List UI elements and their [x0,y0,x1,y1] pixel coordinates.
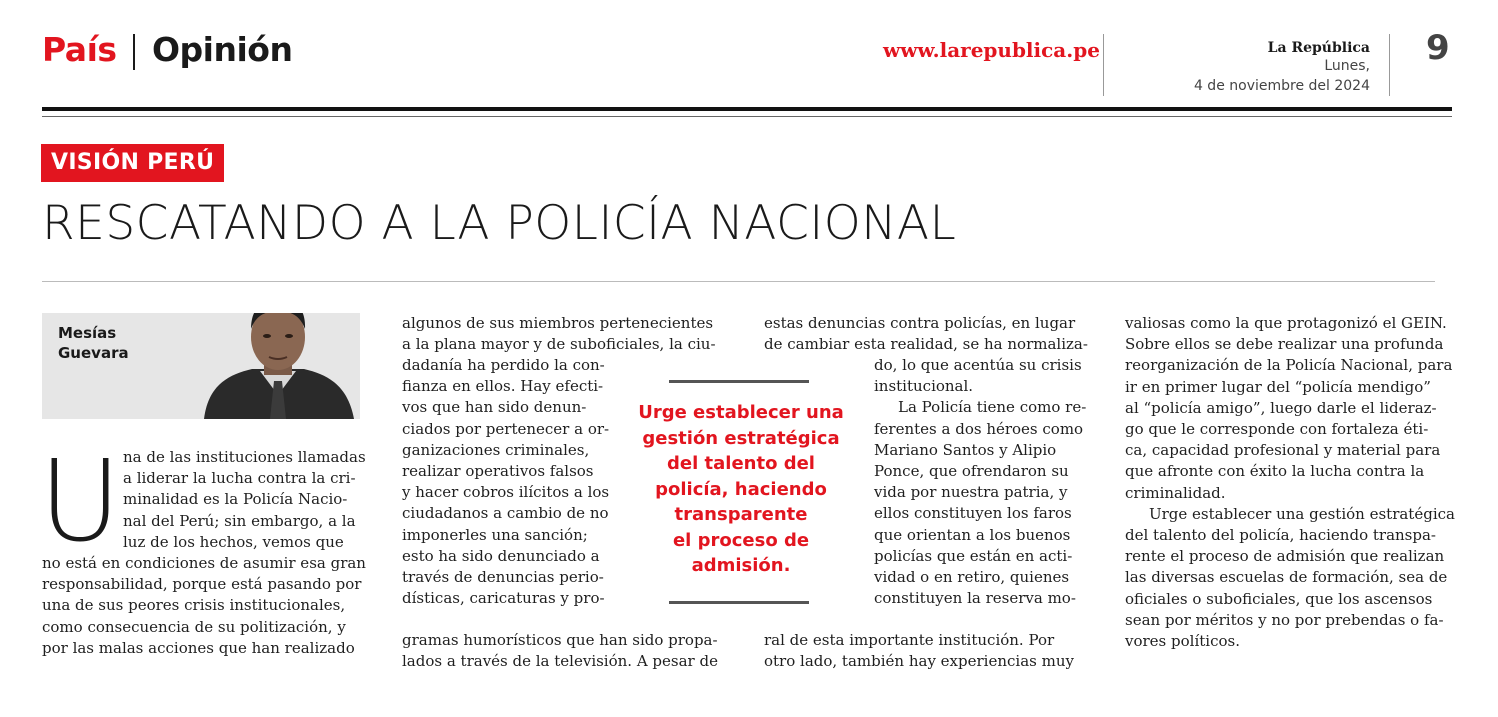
text-line: ciados por pertenecer a or- [402,419,610,438]
text-line: institucional. [874,377,974,396]
text-line: estas denuncias contra policías, en lugar [764,314,1076,332]
text-line: criminalidad. [1125,483,1226,502]
text-line: vidad o en retiro, quienes [874,568,1070,587]
text-line: gramas humorísticos que han sido propa- [402,631,718,649]
section-name: País [42,30,117,69]
text-line: dísticas, caricaturas y pro- [402,589,605,608]
text-line: ir en primer lugar del “policía mendigo” [1125,377,1431,396]
author-box [42,313,360,419]
drop-cap: U [39,437,121,567]
pull-quote-line: el proceso de [672,529,810,551]
header-divider [1103,34,1104,96]
pull-quote-line: policía, haciendo [655,478,827,500]
article-column-1-top [123,447,366,553]
header-divider [1389,34,1390,96]
text-line: ral de esta importante institución. Por [764,631,1055,649]
text-line: Mariano Santos y Alipio [874,440,1057,459]
text-line: por las malas acciones que han realizado [42,638,355,657]
text-line: constituyen la reserva mo- [874,589,1076,608]
text-line: fianza en ellos. Hay efecti- [402,377,604,396]
article-column-1-bottom [42,553,366,659]
text-line: ca, capacidad profesional y material para [1125,441,1441,460]
text-line: esto ha sido denunciado a [402,546,600,565]
text-line: valiosas como la que protagonizó el GEIN. [1125,314,1447,332]
page-number: 9 [1426,28,1450,68]
text-line: na de las instituciones llamadas [123,448,366,466]
text-line: lados a través de la televisión. A pesar de [402,652,718,671]
text-line: y hacer cobros ilícitos a los [402,483,610,502]
text-line: del talento del policía, haciendo transpa- [1125,526,1436,545]
author-last-name: Guevara [58,344,129,362]
text-line: través de denuncias perio- [402,568,604,587]
text-line: Sobre ellos se debe realizar una profunda [1125,335,1444,354]
publication-day: Lunes, [1324,58,1370,74]
text-line: do, lo que acentúa su crisis [874,356,1082,374]
text-line: Ponce, que ofrendaron su [874,462,1069,481]
text-line: realizar operativos falsos [402,462,594,481]
header-rule [42,107,1452,111]
text-line: sean por méritos y no por prebendas o fa- [1125,610,1444,629]
text-line: que afronte con éxito la lucha contra la [1125,462,1425,481]
text-line: policías que están en acti- [874,546,1073,565]
text-line: reorganización de la Policía Nacional, para [1125,356,1453,375]
article-column-3-bottom [764,630,1089,672]
text-line: ganizaciones criminales, [402,440,590,459]
pull-quote-line: admisión. [691,555,791,576]
text-line: a liderar la lucha contra la cri- [123,469,356,488]
text-line: ellos constituyen los faros [874,504,1072,523]
text-line: dadanía ha perdido la con- [402,356,605,374]
text-line: que orientan a los buenos [874,525,1071,544]
subsection-name: Opinión [152,30,293,69]
article-headline: RESCATANDO A LA POLICÍA NACIONAL [42,196,957,251]
publication-date: 4 de noviembre del 2024 [1193,78,1370,94]
article-column-2-top [402,313,727,355]
article-column-4 [1125,313,1455,652]
text-line: nal del Perú; sin embargo, a la [123,511,356,530]
pull-quote-line: Urge establecer una [638,402,844,423]
pull-quote-line: del talento del [667,453,815,474]
text-line: vida por nuestra patria, y [874,483,1068,502]
text-line: las diversas escuelas de formación, sea de [1125,568,1448,587]
article-column-3-mid [874,355,1086,609]
text-line: como consecuencia de su politización, y [42,617,346,636]
text-line: algunos de sus miembros pertenecientes [402,314,714,332]
text-line: al “policía amigo”, luego darle el lideraz- [1125,398,1437,417]
pull-quote [628,400,854,579]
text-line: luz de los hechos, vemos que [123,532,344,551]
text-line: rente el proceso de admisión que realizan [1125,547,1445,566]
text-line: una de sus peores crisis institucionales, [42,596,346,615]
author-first-name: Mesías [58,324,117,342]
text-line: otro lado, también hay experiencias muy [764,652,1074,671]
header-rule-thin [42,116,1452,117]
pull-quote-line: transparente [674,504,808,525]
text-line: vores políticos. [1125,632,1240,651]
column-kicker: VISIÓN PERÚ [41,144,224,182]
article-column-2-bottom [402,630,727,672]
text-line: a la plana mayor y de suboficiales, la ciu- [402,335,716,354]
article-column-2-mid [402,355,617,609]
text-line: minalidad es la Policía Nacio- [123,490,348,509]
text-line: Urge establecer una gestión estratégica [1149,504,1455,523]
text-line: ciudadanos a cambio de no [402,504,609,523]
text-line: ferentes a dos héroes como [874,419,1084,438]
author-name [58,323,129,363]
text-line: imponerles una sanción; [402,525,588,544]
pull-quote-line: gestión estratégica [642,427,840,449]
text-line: no está en condiciones de asumir esa gran [42,554,366,572]
newspaper-name: La República [1267,40,1370,56]
article-column-3-top [764,313,1089,355]
pull-quote-rule-top [669,380,809,383]
author-photo [196,313,360,419]
text-line: responsabilidad, porque está pasando por [42,575,362,594]
pull-quote-rule-bottom [669,601,809,604]
text-line: de cambiar esta realidad, se ha normaliza- [764,335,1088,354]
headline-rule [42,281,1435,282]
text-line: oficiales o suboficiales, que los ascensos [1125,589,1433,608]
website-link[interactable]: www.larepublica.pe [883,38,1100,62]
text-line: La Policía tiene como re- [898,398,1087,417]
section-divider [133,34,135,70]
text-line: go que le corresponde con fortaleza éti- [1125,420,1429,439]
text-line: vos que han sido denun- [402,398,587,417]
